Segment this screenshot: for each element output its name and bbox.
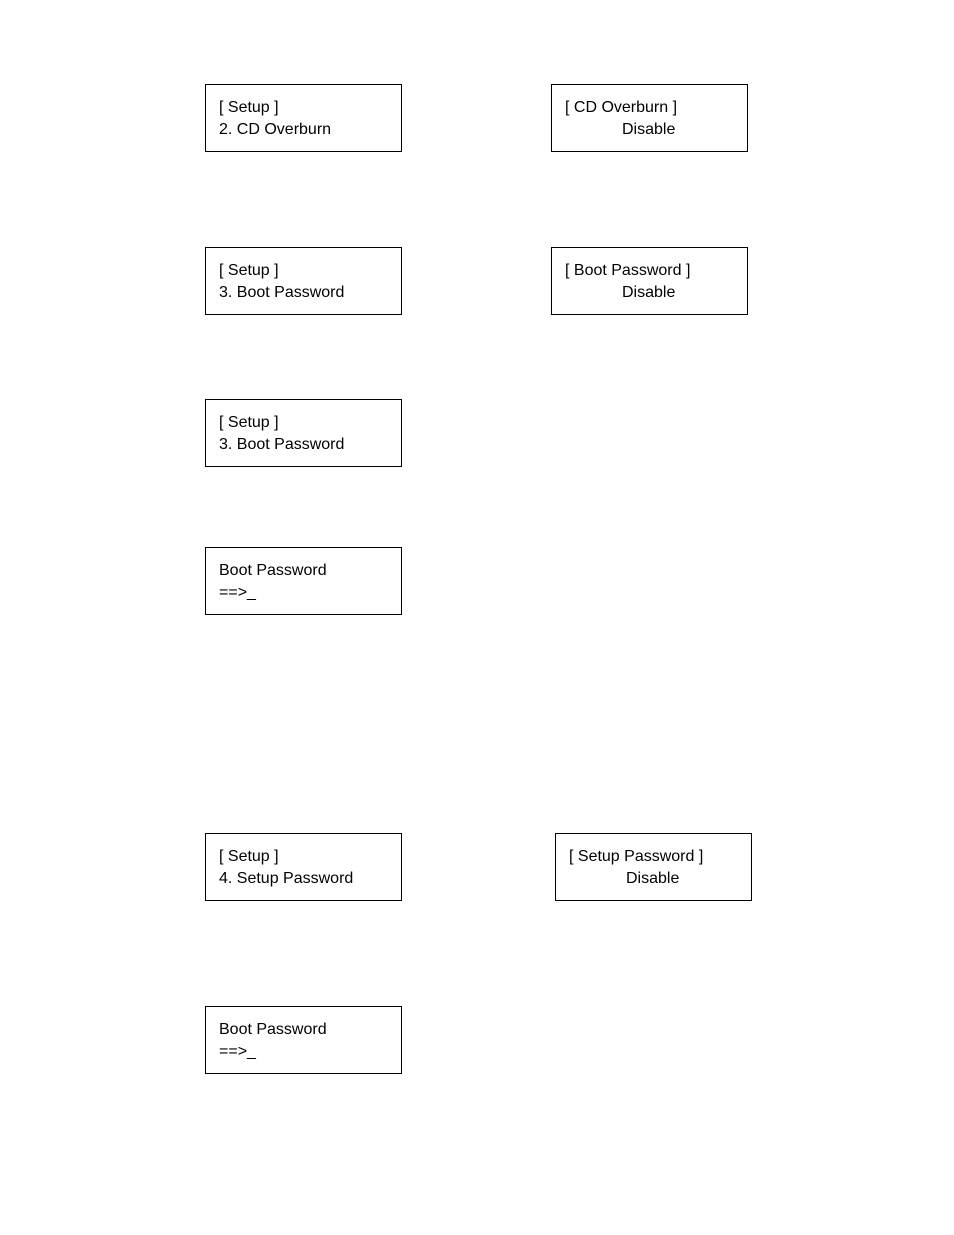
- lcd-setup-cd-overburn: [205, 84, 402, 152]
- lcd-setup-boot-password-2: [205, 399, 402, 467]
- lcd-boot-password-entry-2: [205, 1006, 402, 1074]
- lcd-cd-overburn-value: [551, 84, 748, 152]
- lcd-boot-password-entry: [205, 547, 402, 615]
- lcd-line-2: Disable: [622, 121, 676, 138]
- lcd-setup-password-value: [555, 833, 752, 901]
- lcd-line-2: 3. Boot Password: [219, 436, 345, 453]
- lcd-boot-password-value: [551, 247, 748, 315]
- lcd-line-1: [ Boot Password ]: [565, 262, 691, 279]
- lcd-line-1: [ Setup ]: [219, 414, 279, 431]
- lcd-line-1: [ CD Overburn ]: [565, 99, 678, 116]
- lcd-line-2: 3. Boot Password: [219, 284, 345, 301]
- lcd-line-2: ==>_: [219, 1043, 256, 1060]
- lcd-line-2: 4. Setup Password: [219, 870, 354, 887]
- lcd-line-1: [ Setup ]: [219, 262, 279, 279]
- lcd-line-2: 2. CD Overburn: [219, 121, 332, 138]
- lcd-line-1: Boot Password: [219, 562, 327, 579]
- lcd-line-1: [ Setup ]: [219, 848, 279, 865]
- lcd-line-1: Boot Password: [219, 1021, 327, 1038]
- lcd-line-2: Disable: [626, 870, 680, 887]
- lcd-setup-boot-password: [205, 247, 402, 315]
- lcd-line-2: Disable: [622, 284, 676, 301]
- lcd-setup-setup-password: [205, 833, 402, 901]
- lcd-line-1: [ Setup Password ]: [569, 848, 704, 865]
- lcd-line-1: [ Setup ]: [219, 99, 279, 116]
- lcd-line-2: ==>_: [219, 584, 256, 601]
